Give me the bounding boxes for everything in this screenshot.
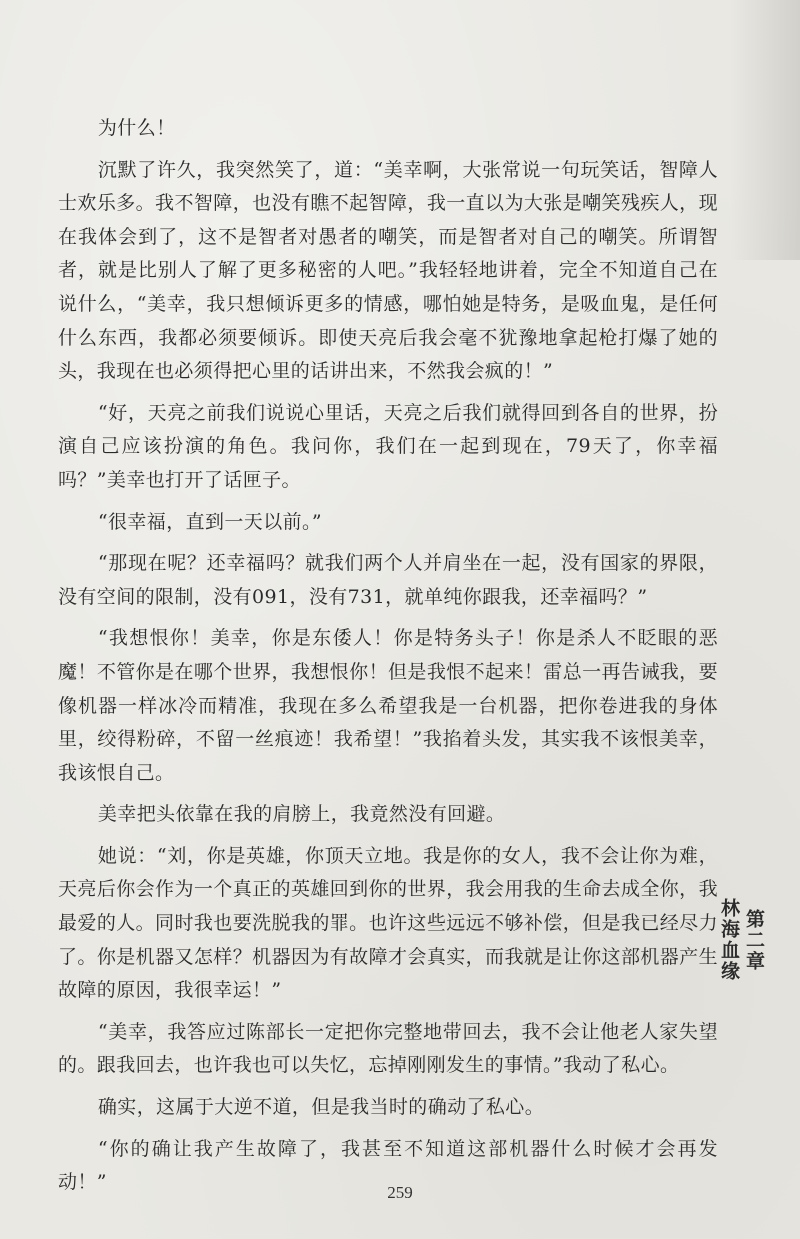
body-text	[58, 112, 718, 1200]
paragraph: “美幸，我答应过陈部长一定把你完整地带回去，我不会让他老人家失望的。跟我回去，也许我也可以失忆，忘掉刚刚发生的事情。”我动了私心。	[58, 1020, 718, 1077]
paragraph: 她说：“刘，你是英雄，你顶天立地。我是你的女人，我不会让你为难，天亮后你会作为一个真正的英雄回到你的世界，我会用我的生命去成全你，我最爱的人。同时我也要洗脱我的罪。也许这些远远不够补偿，但是我已经尽力了。你是机器又怎样？机器因为有故障才会真实，而我就是让你这部机器产生故障的原因，我很幸运！”	[58, 844, 718, 1002]
paragraph: “很幸福，直到一天以前。”	[97, 510, 323, 533]
paragraph: 确实，这属于大逆不道，但是我当时的确动了私心。	[97, 1096, 545, 1119]
paragraph: 为什么！	[97, 117, 176, 139]
paragraph: 沉默了许久，我突然笑了，道：“美幸啊，大张常说一句玩笑话，智障人士欢乐多。我不智障，也没有瞧不起智障，我一直以为大张是嘲笑残疾人，现在我体会到了，这不是智者对愚者的嘲笑，而是智者对自己的嘲笑。所谓智者，就是比别人了解了更多秘密的人吧。”我轻轻地讲着，完全不知道自己在说什么，“美幸，我只想倾诉更多的情感，哪怕她是特务，是吸血鬼，是任何什么东西，我都必须要倾诉。即使天亮后我会毫不犹豫地拿起枪打爆了她的头，我现在也必须得把心里的话讲出来，不然我会疯的！”	[58, 158, 718, 383]
chapter-number: 第二章	[743, 908, 765, 972]
chapter-title: 林海血缘	[718, 898, 740, 982]
paragraph: “那现在呢？还幸福吗？就我们两个人并肩坐在一起，没有国家的界限，没有空间的限制，没有091，没有731，就单纯你跟我，还幸福吗？”	[58, 552, 718, 608]
chapter-side-label	[718, 898, 766, 982]
page-number: 259	[387, 1183, 413, 1202]
page-edge-shadow	[730, 0, 800, 260]
paragraph: “我想恨你！美幸，你是东倭人！你是特务头子！你是杀人不眨眼的恶魔！不管你是在哪个世界，我想恨你！但是我恨不起来！雷总一再告诫我，要像机器一样冰冷而精准，我现在多么希望我是一台机器，把你卷进我的身体里，绞得粉碎，不留一丝痕迹！我希望！”我掐着头发，其实我不该恨美幸，我该恨自己。	[58, 627, 718, 784]
paragraph: “你的确让我产生故障了，我甚至不知道这部机器什么时候才会再发动！”	[58, 1137, 718, 1194]
paragraph: 美幸把头依靠在我的肩膀上，我竟然没有回避。	[97, 803, 506, 826]
paragraph: “好，天亮之前我们说说心里话，天亮之后我们就得回到各自的世界，扮演自己应该扮演的角色。我问你，我们在一起到现在，79天了，你幸福吗？”美幸也打开了话匣子。	[58, 401, 718, 491]
